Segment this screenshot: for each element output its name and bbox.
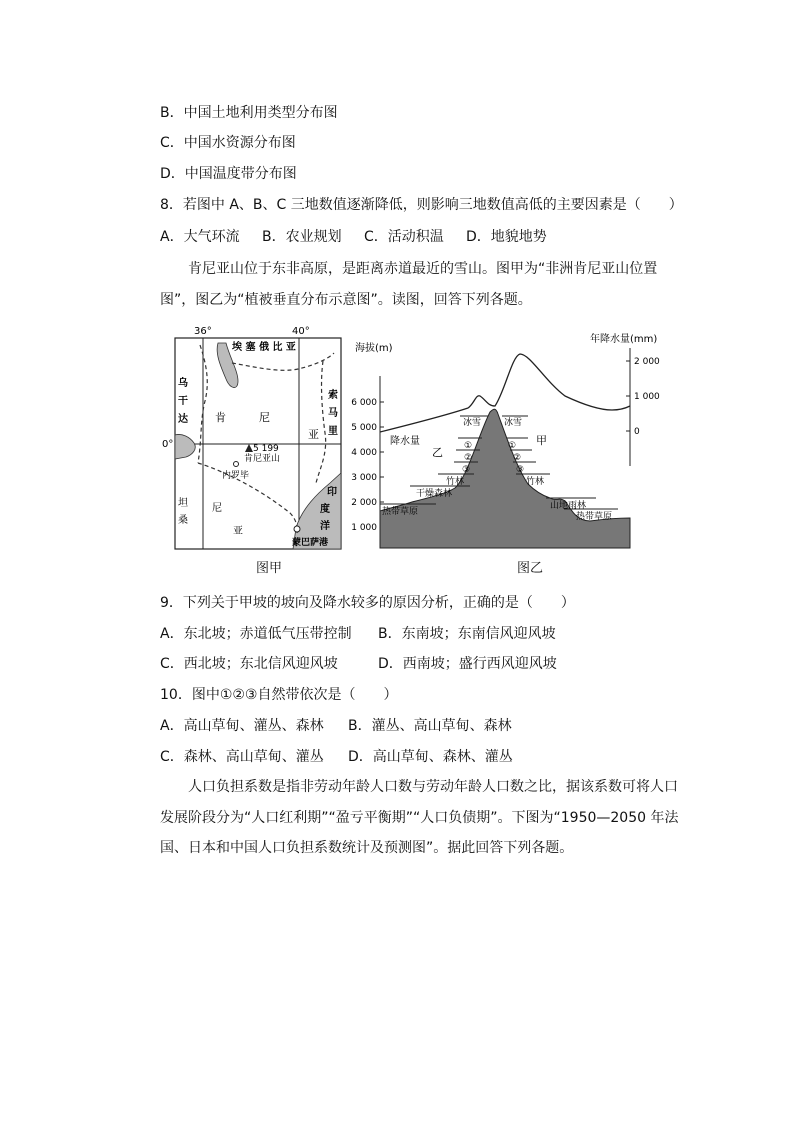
label-somalia-2: 马 bbox=[328, 408, 338, 419]
label-ethiopia: 埃 塞 俄 比 亚 bbox=[232, 342, 296, 353]
side-yi-label: 乙 bbox=[432, 446, 443, 459]
precip-tick-2000: 2 000 bbox=[634, 357, 660, 367]
lat-0-label: 0° bbox=[162, 439, 174, 450]
label-ocean-1: 印 bbox=[327, 487, 337, 498]
lon-40-label: 40° bbox=[292, 326, 310, 337]
q9-option-b: B．东南坡；东南信风迎风坡 bbox=[378, 626, 556, 642]
q9-options-row1 bbox=[160, 624, 556, 644]
alt-tick-4000: 4 000 bbox=[351, 448, 377, 458]
zone-2-left: ② bbox=[464, 453, 473, 463]
q10-option-c: C．森林、高山草甸、灌丛 bbox=[160, 749, 324, 765]
q9-options-row2 bbox=[160, 654, 557, 674]
zone-1-left: ① bbox=[464, 441, 473, 451]
zone-1-right: ① bbox=[508, 441, 517, 451]
alt-tick-3000: 3 000 bbox=[351, 473, 377, 483]
q9-option-a: A．东北坡；赤道低气压带控制 bbox=[160, 626, 352, 642]
nairobi-label: 内罗毕 bbox=[222, 471, 250, 481]
label-somalia-3: 里 bbox=[328, 426, 338, 437]
label-somalia-1: 索 bbox=[328, 390, 338, 401]
label-ocean-2: 度 bbox=[320, 504, 330, 515]
alt-tick-5000: 5 000 bbox=[351, 423, 377, 433]
label-tanzania-2: 桑 bbox=[178, 515, 188, 526]
snow-right-label: 冰雪 bbox=[504, 418, 523, 428]
q10-option-a: A．高山草甸、灌丛、森林 bbox=[160, 718, 324, 734]
altitude-axis-label: 海拔(m) bbox=[355, 343, 393, 354]
question-10: 10．图中①②③自然带依次是（ ） bbox=[160, 687, 398, 703]
dry-forest-label: 干燥森林 bbox=[416, 489, 453, 499]
peak-height-label: 5 199 bbox=[253, 444, 279, 454]
label-uganda-1: 乌 bbox=[178, 378, 188, 389]
question-8: 8．若图中 A、B、C 三地数值逐渐降低，则影响三地数值高低的主要因素是（ ） bbox=[160, 197, 683, 213]
alt-tick-6000: 6 000 bbox=[351, 398, 377, 408]
zone-3-right: ③ bbox=[516, 465, 525, 475]
q7-option-b: B．中国土地利用类型分布图 bbox=[160, 105, 338, 121]
q10-option-d: D．高山草甸、森林、灌丛 bbox=[348, 749, 513, 765]
q9-option-c: C．西北坡；东北信风迎风坡 bbox=[160, 656, 338, 672]
savanna-left-label: 热带草原 bbox=[382, 507, 419, 517]
peak-name-label: 肯尼亚山 bbox=[244, 454, 281, 464]
q7-option-d: D．中国温度带分布图 bbox=[160, 166, 297, 182]
q9-option-d: D．西南坡；盛行西风迎风坡 bbox=[378, 656, 557, 672]
precip-axis-label: 年降水量(mm) bbox=[590, 334, 658, 345]
side-jia-label: 甲 bbox=[536, 434, 547, 447]
lon-36-label: 36° bbox=[194, 326, 212, 337]
label-kenya-3: 亚 bbox=[308, 428, 319, 441]
bamboo-right-label: 竹林 bbox=[526, 477, 545, 487]
label-kenya-2: 尼 bbox=[259, 411, 270, 424]
alt-tick-1000: 1 000 bbox=[351, 523, 377, 533]
map-caption: 图甲 bbox=[256, 561, 283, 576]
label-kenya-1: 肯 bbox=[215, 411, 226, 424]
q8-option-b: B．农业规划 bbox=[262, 229, 342, 245]
bamboo-left-label: 竹林 bbox=[446, 477, 465, 487]
q8-option-a: A．大气环流 bbox=[160, 229, 240, 245]
intro-paragraph-kenya: 肯尼亚山位于东非高原，是距离赤道最近的雪山。图甲为“非洲肯尼亚山位置图”，图乙为“植被垂直分布示意图”。读图，回答下列各题。 bbox=[160, 261, 658, 308]
precip-tick-0: 0 bbox=[634, 427, 640, 437]
q7-option-c: C．中国水资源分布图 bbox=[160, 135, 296, 151]
label-ocean-3: 洋 bbox=[320, 521, 330, 532]
q8-options bbox=[160, 227, 547, 247]
label-uganda-3: 达 bbox=[178, 414, 188, 425]
vegetation-profile-diagram bbox=[350, 326, 662, 554]
profile-caption: 图乙 bbox=[517, 561, 544, 576]
kenya-location-map bbox=[162, 323, 346, 553]
intro-paragraph-population: 人口负担系数是指非劳动年龄人口数与劳动年龄人口数之比，据该系数可将人口发展阶段分为“人口红利期”“盈亏平衡期”“人口负债期”。下图为“1950—2050 年法国、日本和中国人口负担系数统计及预测图”。据此回答下列各题。 bbox=[160, 779, 679, 856]
q8-option-c: C．活动积温 bbox=[364, 229, 444, 245]
q10-options-row1 bbox=[160, 716, 512, 736]
q10-option-b: B．灌丛、高山草甸、森林 bbox=[348, 718, 512, 734]
zone-3-left: ③ bbox=[462, 465, 471, 475]
precip-tick-1000: 1 000 bbox=[634, 392, 660, 402]
mountain-rainforest-label: 山地雨林 bbox=[550, 501, 587, 511]
precip-curve-label: 降水量 bbox=[390, 436, 420, 447]
label-tanzania-1: 坦 bbox=[178, 498, 188, 509]
alt-tick-2000: 2 000 bbox=[351, 498, 377, 508]
question-9: 9．下列关于甲坡的坡向及降水较多的原因分析，正确的是（ ） bbox=[160, 595, 575, 611]
q8-option-d: D．地貌地势 bbox=[466, 229, 547, 245]
zone-2-right: ② bbox=[513, 453, 522, 463]
savanna-right-label: 热带草原 bbox=[576, 512, 613, 522]
label-uganda-2: 干 bbox=[178, 396, 188, 407]
snow-left-label: 冰雪 bbox=[463, 418, 482, 428]
label-tanzania-3: 尼 bbox=[212, 503, 222, 514]
label-tanzania-4: 亚 bbox=[233, 526, 243, 537]
mombasa-label: 蒙巴萨港 bbox=[292, 538, 329, 548]
q10-options-row2 bbox=[160, 747, 513, 767]
